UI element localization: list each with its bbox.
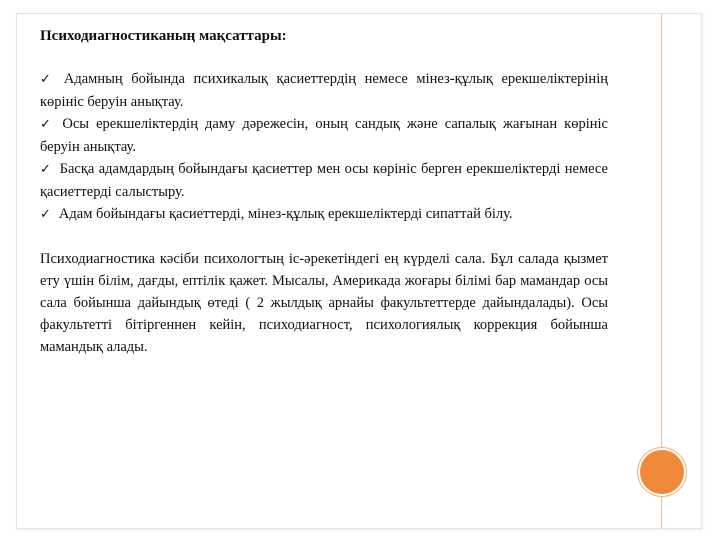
goal-item xyxy=(40,158,608,203)
body-paragraph: Психодиагностика кәсіби психологтың іс-әрекетіндегі ең күрделі сала. Бұл салада қызмет ету үшін білім, дағды, ептілік қажет. Мысалы, Америкада жоғары білімі бар мамандар осы сала бойынша дайындық өтеді ( 2 жылдық арнайы факультеттерде дайындалады). Осы факультетті бітіргеннен кейін, психодиагност, психологиялық коррекция бойынша мамандық алады. xyxy=(40,251,608,355)
decorative-line-top xyxy=(661,13,662,453)
checkmark-icon: ✓ xyxy=(40,117,55,132)
goal-text: Адам бойындағы қасиеттерді, мінез-құлық ерекшеліктерді сипаттай білу. xyxy=(58,206,513,222)
goal-item xyxy=(40,203,608,226)
goal-item xyxy=(40,68,608,113)
decorative-circle xyxy=(640,450,684,494)
decorative-line-bottom xyxy=(661,492,662,529)
goals-list xyxy=(40,68,608,226)
goal-item xyxy=(40,113,608,158)
goal-text: Басқа адамдардың бойындағы қасиеттер мен осы көрініс берген ерекшеліктерді немесе қасиеттерді салыстыру. xyxy=(40,161,608,200)
checkmark-icon: ✓ xyxy=(40,207,51,222)
goal-text: Осы ерекшеліктердің даму дәрежесін, оның сандық және сапалық жағынан көрініс беруін анықтау. xyxy=(40,116,608,155)
checkmark-icon: ✓ xyxy=(40,162,52,177)
checkmark-icon: ✓ xyxy=(40,72,56,87)
goal-text: Адамның бойында психикалық қасиеттердің немесе мінез-құлық ерекшеліктерінің көрініс беруін анықтау. xyxy=(40,71,608,110)
slide-title: Психодиагностиканың мақсаттары: xyxy=(40,28,287,44)
slide-content xyxy=(40,26,608,358)
